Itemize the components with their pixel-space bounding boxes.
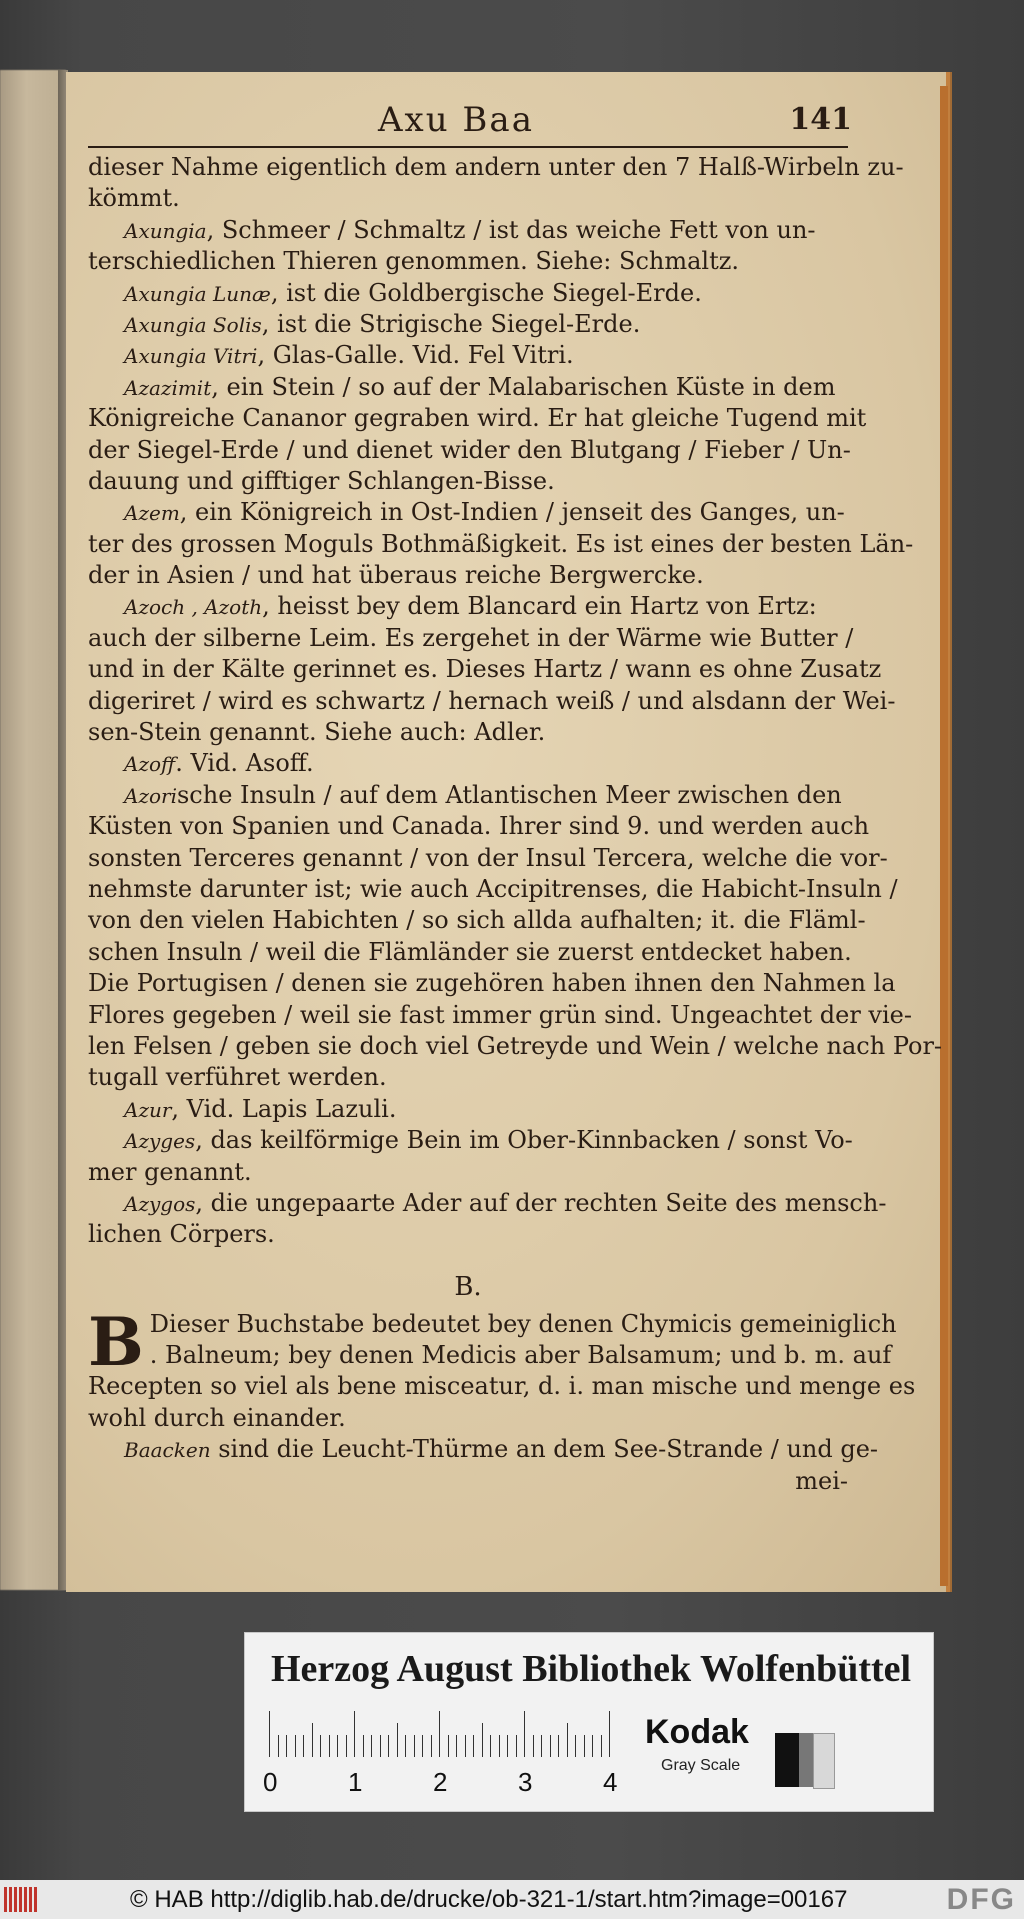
- text-line: [88, 560, 848, 591]
- gray-swatch-black: [775, 1733, 799, 1787]
- ruler-tick: [473, 1735, 474, 1757]
- page-number: 141: [789, 102, 852, 137]
- text-line: [88, 1157, 848, 1188]
- text-line: [88, 968, 896, 999]
- text-line: [88, 403, 867, 434]
- previous-page-edge: [0, 70, 66, 1590]
- lemma: Azyges: [124, 1129, 196, 1154]
- text-line: [88, 435, 851, 466]
- text-line: [88, 1062, 848, 1093]
- text-line: [88, 529, 914, 560]
- lemma: Axungia Vitri: [124, 344, 258, 369]
- ruler-tick: [329, 1735, 330, 1757]
- line-text: len Felsen / geben sie doch viel Getreyde und Wein / welche nach Por-: [88, 1031, 943, 1060]
- ruler-tick: [516, 1735, 517, 1757]
- text-line: [88, 1125, 853, 1156]
- text-line: . Balneum; bey denen Medicis aber Balsamum; und b. m. auf: [149, 1341, 892, 1370]
- ruler-tick: [414, 1735, 415, 1757]
- line-text: dieser Nahme eigentlich dem andern unter den 7 Halß-Wirbeln zu-: [88, 153, 904, 181]
- ruler-tick: [397, 1723, 398, 1757]
- ruler-tick: [312, 1723, 313, 1757]
- text-line: [88, 1188, 887, 1219]
- line-text: der Siegel-Erde / und dienet wider den Blutgang / Fieber / Un-: [88, 435, 851, 464]
- line-text: nehmste darunter ist; wie auch Accipitrenses, die Habicht-Insuln /: [88, 874, 898, 903]
- text-line: [88, 905, 866, 936]
- ruler-tick: [550, 1735, 551, 1757]
- ruler-tick: [609, 1711, 610, 1757]
- line-text: . Vid. Asoff.: [175, 749, 314, 778]
- line-text: , ist die Goldbergische Siegel-Erde.: [270, 278, 702, 307]
- lemma: Azoff: [124, 752, 176, 777]
- line-text: Küsten von Spanien und Canada. Ihrer sind 9. und werden auch: [88, 812, 870, 841]
- ruler-tick: [278, 1735, 279, 1757]
- ruler-tick: [363, 1735, 364, 1757]
- header-rule: [88, 146, 848, 148]
- ruler-tick: [575, 1735, 576, 1757]
- line-text: , ein Königreich in Ost-Indien / jenseit des Ganges, un-: [179, 498, 845, 527]
- footer-bar: [0, 1880, 1024, 1919]
- lemma: Azur: [124, 1097, 172, 1122]
- lemma: Azazimit: [124, 375, 212, 400]
- line-text: sen-Stein genannt. Siehe auch: Adler.: [88, 718, 546, 747]
- line-text: tugall verführet werden.: [88, 1063, 387, 1092]
- line-text: Flores gegeben / weil sie fast immer grün sind. Ungeachtet der vie-: [88, 1000, 912, 1029]
- line-text: kömmt.: [88, 184, 180, 213]
- text-line: [88, 1000, 912, 1031]
- text-line: [88, 1219, 848, 1250]
- ruler-tick: [320, 1735, 321, 1757]
- text-line: [88, 246, 848, 277]
- text-line: [88, 497, 848, 528]
- ruler: [269, 1707, 613, 1757]
- line-text: mer genannt.: [88, 1157, 252, 1186]
- text-line: [88, 717, 848, 748]
- text-line: [88, 874, 898, 905]
- ruler-tick: [405, 1735, 406, 1757]
- text-line: [88, 937, 852, 968]
- gray-swatch-mid: [799, 1733, 813, 1787]
- gray-scale-label: Gray Scale: [661, 1757, 741, 1774]
- ruler-number: 4: [603, 1767, 618, 1797]
- text-line: [88, 466, 848, 497]
- text-line: Recepten so viel als bene misceatur, d. i. man mische und menge es: [88, 1372, 916, 1401]
- line-text: , ein Stein / so auf der Malabarischen Küste in dem: [211, 372, 836, 401]
- ruler-tick: [490, 1735, 491, 1757]
- running-title: Axu Baa: [378, 100, 534, 140]
- text-line: [88, 340, 848, 371]
- text-line: [88, 591, 848, 622]
- catchword: mei-: [795, 1466, 848, 1495]
- line-text: digeriret / wird es schwartz / hernach weiß / und alsdann der Wei-: [88, 686, 896, 715]
- line-text: terschiedlichen Thieren genommen. Siehe: Schmaltz.: [88, 247, 740, 276]
- lemma: Axungia Solis: [124, 312, 262, 337]
- lemma: Azygos: [124, 1191, 196, 1216]
- ruler-tick: [533, 1735, 534, 1757]
- ruler-number: 1: [348, 1767, 363, 1797]
- kodak-logo: Kodak: [645, 1713, 749, 1751]
- ruler-tick: [286, 1735, 287, 1757]
- line-text: , das keilförmige Bein im Ober-Kinnbacken / sonst Vo-: [195, 1126, 853, 1155]
- text-line: [88, 623, 854, 654]
- lemma: Axungia Lunæ: [124, 281, 271, 306]
- text-line: wohl durch einander.: [88, 1403, 346, 1432]
- ruler-tick: [388, 1735, 389, 1757]
- b-entry: [88, 1302, 916, 1435]
- ruler-number: 0: [263, 1767, 278, 1797]
- text-line: [88, 183, 848, 214]
- page-edge: [940, 86, 948, 1586]
- line-text: schen Insuln / weil die Flämländer sie zuerst entdecket haben.: [88, 937, 852, 966]
- line-text: dauung und gifftiger Schlangen-Bisse.: [88, 466, 555, 495]
- ruler-tick: [584, 1735, 585, 1757]
- ruler-tick: [482, 1723, 483, 1757]
- ruler-tick: [558, 1735, 559, 1757]
- ruler-tick: [303, 1735, 304, 1757]
- line-text: , Schmeer / Schmaltz / ist das weiche Fett von un-: [206, 215, 816, 244]
- line-text: sonsten Terceres genannt / von der Insul Tercera, welche die vor-: [88, 843, 888, 872]
- line-text: der in Asien / und hat überaus reiche Bergwercke.: [88, 561, 704, 590]
- lemma: Azem: [124, 501, 180, 526]
- line-text: Die Portugisen / denen sie zugehören haben ihnen den Nahmen la: [88, 969, 896, 998]
- text-line: [88, 372, 848, 403]
- color-target: [244, 1632, 934, 1812]
- text-line: [88, 748, 848, 779]
- line-text: , Glas-Galle. Vid. Fel Vitri.: [257, 341, 574, 370]
- text-line: [88, 152, 904, 183]
- ruler-tick: [448, 1735, 449, 1757]
- text-line: Dieser Buchstabe bedeutet bey denen Chymicis gemeiniglich: [149, 1309, 897, 1338]
- ruler-tick: [422, 1735, 423, 1757]
- text-line: [88, 278, 848, 309]
- line-text: , Vid. Lapis Lazuli.: [171, 1094, 397, 1123]
- running-header: [88, 100, 852, 146]
- text-line: [88, 811, 870, 842]
- ruler-tick: [567, 1723, 568, 1757]
- gray-swatch-light: [813, 1733, 835, 1789]
- line-text: sind die Leucht-Thürme an dem See-Strande / und ge-: [210, 1435, 879, 1464]
- ruler-tick: [592, 1735, 593, 1757]
- text-line: [88, 654, 882, 685]
- ruler-tick: [354, 1711, 355, 1757]
- line-text: lichen Cörpers.: [88, 1220, 275, 1249]
- text-line: [88, 1094, 848, 1125]
- text-line: [88, 686, 896, 717]
- ruler-number: 2: [433, 1767, 448, 1797]
- text-line: [88, 215, 848, 246]
- ruler-tick: [269, 1711, 270, 1757]
- text-line: [88, 780, 848, 811]
- dfg-logo: DFG: [946, 1883, 1016, 1916]
- line-text: , die ungepaarte Ader auf der rechten Seite des mensch-: [195, 1188, 887, 1217]
- lemma: Baacken: [124, 1438, 211, 1463]
- ruler-tick: [337, 1735, 338, 1757]
- hab-logo-icon: [4, 1887, 48, 1912]
- footer-link[interactable]: © HAB http://diglib.hab.de/drucke/ob-321-1/start.htm?image=00167: [130, 1886, 848, 1913]
- lemma: Axungia: [124, 218, 207, 243]
- text-line: [88, 843, 888, 874]
- ruler-tick: [499, 1735, 500, 1757]
- text-line: [88, 1031, 943, 1062]
- ruler-tick: [601, 1735, 602, 1757]
- line-text: ter des grossen Moguls Bothmäßigkeit. Es ist eines der besten Län-: [88, 529, 914, 558]
- ruler-tick: [371, 1735, 372, 1757]
- ruler-tick: [541, 1735, 542, 1757]
- text-line: [88, 1434, 879, 1465]
- target-title: Herzog August Bibliothek Wolfenbüttel: [271, 1648, 912, 1690]
- ruler-tick: [431, 1735, 432, 1757]
- lemma: Azori: [124, 783, 177, 808]
- ruler-tick: [465, 1735, 466, 1757]
- line-text: von den vielen Habichten / so sich allda aufhalten; it. die Fläml-: [88, 906, 866, 935]
- ruler-tick: [295, 1735, 296, 1757]
- text-line: [88, 309, 848, 340]
- ruler-tick: [507, 1735, 508, 1757]
- line-text: und in der Kälte gerinnet es. Dieses Hartz / wann es ohne Zusatz: [88, 655, 882, 684]
- ruler-tick: [346, 1735, 347, 1757]
- lemma: Azoch , Azoth: [124, 595, 263, 620]
- line-text: , ist die Strigische Siegel-Erde.: [261, 309, 641, 338]
- line-text: , heisst bey dem Blancard ein Hartz von Ertz:: [262, 592, 817, 621]
- ruler-tick: [524, 1711, 525, 1757]
- entry-text: [88, 152, 943, 1497]
- initial-letter: B: [88, 1302, 144, 1381]
- line-text: sche Insuln / auf dem Atlantischen Meer zwischen den: [176, 780, 842, 809]
- section-heading: B.: [454, 1271, 482, 1302]
- ruler-tick: [456, 1735, 457, 1757]
- ruler-tick: [439, 1711, 440, 1757]
- ruler-number: 3: [518, 1767, 533, 1797]
- line-text: Königreiche Cananor gegraben wird. Er hat gleiche Tugend mit: [88, 404, 867, 433]
- ruler-tick: [380, 1735, 381, 1757]
- line-text: auch der silberne Leim. Es zergehet in der Wärme wie Butter /: [88, 623, 854, 652]
